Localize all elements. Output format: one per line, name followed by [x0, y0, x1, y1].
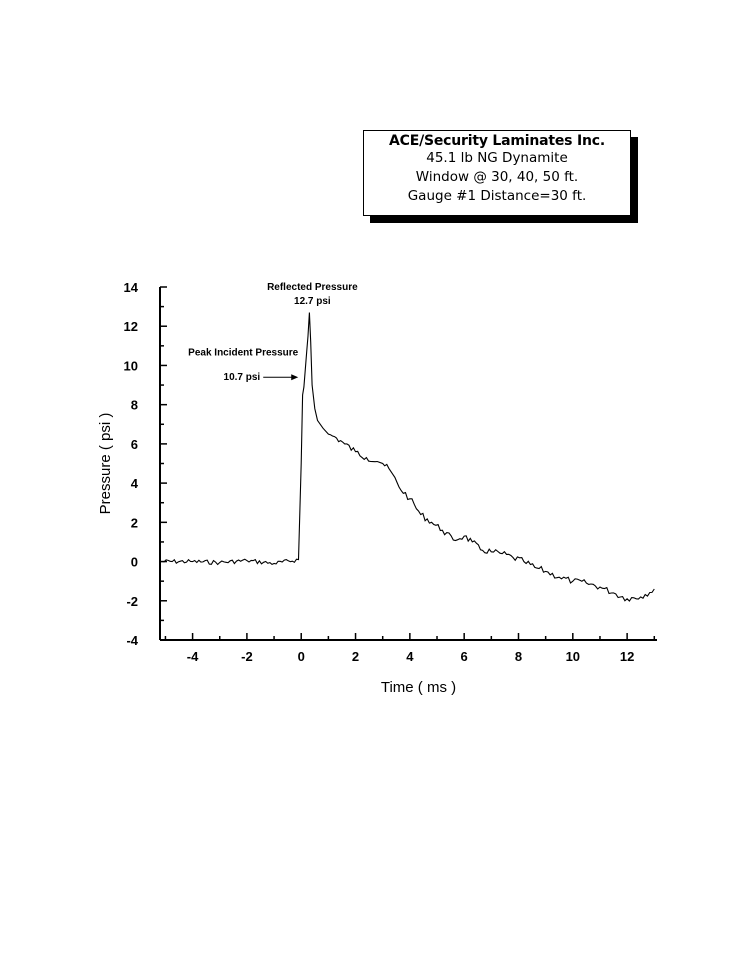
- x-tick-label: 0: [297, 649, 305, 664]
- x-tick-label: 12: [619, 649, 635, 664]
- info-box-line-window: Window @ 30, 40, 50 ft.: [415, 169, 579, 185]
- info-box-line-explosive: 45.1 lb NG Dynamite: [426, 150, 568, 166]
- y-tick-label: 12: [123, 319, 138, 335]
- chart-annotations: [188, 282, 358, 383]
- y-tick-label: 14: [123, 280, 138, 295]
- peak-incident-arrow-head: [291, 374, 298, 380]
- chart-axes: [160, 287, 657, 640]
- peak-incident-pressure-value: 10.7 psi: [223, 372, 261, 384]
- y-axis-label: Pressure ( psi ): [97, 412, 114, 515]
- y-tick-label: 10: [123, 358, 138, 374]
- y-tick-label: -2: [126, 593, 138, 609]
- y-tick-label: -4: [126, 633, 138, 648]
- x-axis-label: Time ( ms ): [380, 679, 457, 696]
- reflected-pressure-label: Reflected Pressure: [267, 282, 358, 293]
- y-tick-label: 8: [130, 397, 138, 413]
- x-tick-label: -2: [241, 649, 253, 664]
- chart-ticks: [124, 280, 655, 664]
- y-tick-label: 2: [130, 515, 138, 531]
- x-tick-label: 6: [460, 649, 468, 664]
- peak-incident-pressure-label: Peak Incident Pressure: [188, 347, 299, 359]
- y-tick-label: 6: [130, 436, 138, 452]
- x-tick-label: 2: [351, 649, 360, 664]
- x-tick-label: 10: [565, 649, 581, 664]
- y-tick-label: 4: [130, 476, 138, 492]
- x-tick-label: 8: [514, 649, 523, 664]
- x-tick-label: 4: [406, 649, 414, 664]
- reflected-pressure-value: 12.7 psi: [294, 296, 331, 307]
- y-tick-label: 0: [130, 554, 138, 570]
- info-box-title: ACE/Security Laminates Inc.: [389, 133, 605, 149]
- x-tick-label: -4: [186, 649, 199, 664]
- info-box-line-gauge: Gauge #1 Distance=30 ft.: [407, 188, 587, 204]
